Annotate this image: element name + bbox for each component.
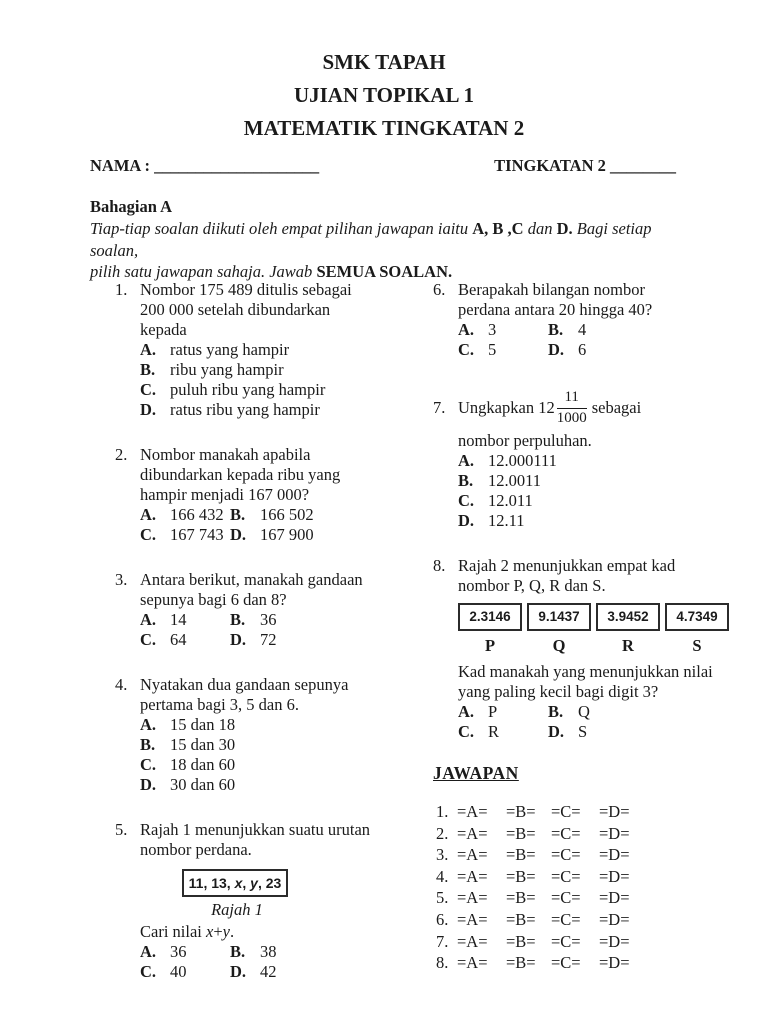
question-text-line: hampir menjadi 167 000? [140, 485, 310, 504]
question-number: 8. [433, 556, 446, 575]
option-label: D. [230, 962, 247, 981]
option-label: A. [140, 505, 157, 524]
answer-row-7 [436, 931, 735, 953]
option-label: B. [230, 942, 246, 961]
option-label: B. [548, 702, 564, 721]
option-label: A. [458, 320, 475, 339]
stem-var-x: x [205, 922, 214, 941]
answer-slot-d: =D= [599, 802, 630, 821]
question-number: 1. [115, 280, 128, 299]
option-d [230, 525, 433, 545]
option-label: A. [458, 702, 475, 721]
answer-slot-b: =B= [506, 888, 536, 908]
option-a [140, 340, 433, 360]
question-number: 7. [433, 398, 446, 417]
question-number: 6. [433, 280, 446, 299]
number-card-s: 4.7349 [665, 603, 729, 631]
section-a-intro [90, 195, 698, 283]
answer-row-number: 6. [436, 909, 449, 929]
answer-slot-d: =D= [599, 845, 630, 865]
option-c [140, 755, 433, 775]
answer-slot-a: =A= [457, 823, 488, 843]
rajah-1-figure-box [182, 869, 288, 897]
option-label: C. [140, 630, 157, 649]
option-text: 30 dan 60 [170, 775, 236, 794]
answer-slot-b: =B= [506, 909, 536, 929]
option-label: B. [140, 360, 156, 379]
answer-row-number: 3. [436, 845, 449, 865]
answer-grid [433, 801, 735, 974]
answer-slot-b: =B= [506, 845, 536, 865]
option-text: Q [578, 702, 590, 721]
option-b [230, 610, 433, 630]
figure-var-y: y [250, 875, 258, 891]
option-label: C. [140, 962, 157, 981]
option-text: 14 [170, 610, 187, 629]
option-text: S [578, 722, 588, 741]
number-card-p: 2.3146 [458, 603, 522, 631]
instr-part-bold: A, B ,C [472, 219, 524, 238]
name-row [90, 156, 676, 176]
fraction-11-over-1000 [557, 389, 587, 427]
option-text: 12.000111 [488, 451, 557, 470]
answer-row-4 [436, 866, 735, 888]
option-label: C. [140, 525, 157, 544]
answer-slot-c: =C= [551, 888, 581, 908]
option-text: ratus ribu yang hampir [170, 400, 320, 419]
option-text: 72 [260, 630, 277, 649]
option-label: D. [458, 511, 475, 530]
option-label: B. [140, 735, 156, 754]
option-label: D. [548, 722, 565, 741]
subject-name: MATEMATIK TINGKATAN 2 [243, 116, 525, 140]
answer-row-number: 8. [436, 953, 449, 973]
card-label-s: S [692, 636, 702, 655]
question-text-line: perdana antara 20 hingga 40? [458, 300, 653, 319]
rajah-1-caption: Rajah 1 [211, 900, 263, 919]
stem-text: + [213, 922, 223, 941]
option-label: D. [230, 525, 247, 544]
nama-field [90, 156, 319, 176]
question-text-line: 200 000 setelah dibundarkan [140, 300, 331, 319]
question-text-line: nombor P, Q, R dan S. [458, 576, 606, 595]
answer-row-number: 5. [436, 888, 449, 908]
answer-slot-c: =C= [551, 823, 581, 843]
option-a [458, 320, 548, 340]
option-text: ratus yang hampir [170, 340, 290, 359]
option-b [140, 735, 433, 755]
figure-text: , [242, 875, 251, 891]
instr-part: Bagi setiap soalan, [90, 219, 652, 260]
question-text-line: Nombor 175 489 ditulis sebagai [140, 280, 352, 299]
answer-slot-d: =D= [599, 866, 630, 886]
option-text: 42 [260, 962, 277, 981]
option-text: 64 [170, 630, 187, 649]
tingkatan-label: TINGKATAN 2 [494, 156, 606, 175]
question-text-line: Antara berikut, manakah gandaan [140, 570, 363, 589]
option-a [140, 942, 230, 962]
option-c [140, 630, 230, 650]
right-column [433, 280, 735, 974]
answer-row-number: 1. [436, 802, 449, 821]
option-c [140, 525, 230, 545]
answer-row-number: 7. [436, 931, 449, 951]
option-b [548, 320, 735, 340]
option-label: D. [140, 775, 157, 794]
option-d [548, 722, 735, 742]
fraction-denominator: 1000 [556, 409, 587, 426]
card-label-p: P [484, 636, 496, 655]
question-text-line: Berapakah bilangan nombor [458, 280, 645, 299]
nama-label: NAMA : [90, 156, 151, 175]
option-a [140, 610, 230, 630]
number-card-r: 3.9452 [596, 603, 660, 631]
option-a [458, 702, 548, 722]
stem-var-y: y [222, 922, 230, 941]
tingkatan-field [494, 156, 676, 176]
option-c [458, 340, 548, 360]
question-stem-line: yang paling kecil bagi digit 3? [458, 682, 659, 701]
school-name: SMK TAPAH [322, 50, 446, 74]
instr-part: Tiap-tiap soalan diikuti oleh empat pilihan jawapan iaitu [90, 219, 473, 238]
card-labels [458, 636, 735, 656]
option-d [140, 775, 433, 795]
figure-text: 11, 13, [188, 875, 235, 891]
question-4 [115, 675, 433, 795]
answer-slot-b: =B= [506, 866, 536, 886]
answer-row-number: 4. [436, 866, 449, 886]
answer-slot-d: =D= [599, 823, 630, 843]
option-text: 167 743 [170, 525, 224, 544]
option-b [140, 360, 433, 380]
figure-text: , 23 [257, 875, 282, 891]
answer-slot-d: =D= [599, 931, 630, 951]
question-text-line: Nombor manakah apabila [140, 445, 311, 464]
option-text: 12.0011 [488, 471, 542, 490]
question-2 [115, 445, 433, 545]
card-label-r: R [622, 636, 634, 655]
number-card-q: 9.1437 [527, 603, 591, 631]
answer-row-1 [436, 801, 735, 823]
instr-part: dan [523, 219, 557, 238]
option-text: 4 [578, 320, 587, 339]
stem-text: Cari nilai [140, 922, 206, 941]
option-text: 38 [260, 942, 277, 961]
question-number: 4. [115, 675, 128, 694]
option-label: D. [140, 400, 157, 419]
option-label: C. [140, 755, 157, 774]
answer-row-5 [436, 887, 735, 909]
option-text: 12.011 [488, 491, 533, 510]
answer-slot-a: =A= [457, 802, 488, 821]
question-6 [433, 280, 735, 360]
question-number: 3. [115, 570, 128, 589]
option-text: puluh ribu yang hampir [170, 380, 326, 399]
question-text-line: dibundarkan kepada ribu yang [140, 465, 341, 484]
stem-text: . [229, 922, 235, 941]
answer-row-number: 2. [436, 823, 449, 843]
option-a [140, 505, 230, 525]
question-text-line: nombor perpuluhan. [458, 431, 592, 450]
option-label: B. [230, 505, 246, 524]
question-text-line: sepunya bagi 6 dan 8? [140, 590, 287, 609]
option-d [140, 400, 433, 420]
jawapan-heading: JAWAPAN [433, 763, 519, 783]
option-text: 167 900 [260, 525, 314, 544]
section-a-title: Bahagian A [90, 197, 173, 216]
option-label: C. [458, 722, 475, 741]
exam-name: UJIAN TOPIKAL 1 [293, 83, 475, 107]
option-b [230, 505, 433, 525]
option-text: 3 [488, 320, 497, 339]
option-b [458, 471, 735, 491]
option-text: R [488, 722, 500, 741]
question-text-line: Nyatakan dua gandaan sepunya [140, 675, 349, 694]
answer-slot-d: =D= [599, 953, 630, 973]
question-3 [115, 570, 433, 650]
question-text-line: Rajah 1 menunjukkan suatu urutan [140, 820, 371, 839]
question-number: 2. [115, 445, 128, 464]
option-b [230, 942, 433, 962]
question-number: 5. [115, 820, 128, 839]
answer-slot-a: =A= [457, 909, 488, 929]
option-label: D. [548, 340, 565, 359]
stem-text: Ungkapkan 12 [458, 398, 555, 417]
left-column [115, 280, 433, 1007]
option-label: A. [140, 715, 157, 734]
option-c [140, 962, 230, 982]
option-text: 166 502 [260, 505, 314, 524]
option-text: 5 [488, 340, 497, 359]
option-label: A. [140, 340, 157, 359]
option-label: C. [458, 491, 475, 510]
stem-text: sebagai [591, 398, 642, 417]
answer-slot-c: =C= [551, 931, 581, 951]
option-text: 18 dan 60 [170, 755, 236, 774]
question-text-line: pertama bagi 3, 5 dan 6. [140, 695, 299, 714]
answer-slot-b: =B= [506, 823, 536, 843]
answer-slot-c: =C= [551, 866, 581, 886]
option-text: ribu yang hampir [170, 360, 284, 379]
answer-slot-d: =D= [599, 888, 630, 908]
question-text-line: nombor perdana. [140, 840, 252, 859]
question-stem [140, 922, 433, 942]
answer-row-3 [436, 844, 735, 866]
option-a [140, 715, 433, 735]
question-8 [433, 556, 735, 742]
option-label: D. [230, 630, 247, 649]
option-label: B. [548, 320, 564, 339]
card-label-q: Q [552, 636, 566, 655]
answer-slot-c: =C= [551, 802, 581, 821]
answer-slot-b: =B= [506, 953, 536, 973]
answer-slot-a: =A= [457, 931, 488, 951]
option-text: 15 dan 30 [170, 735, 236, 754]
instr-part-bold: D. [556, 219, 573, 238]
option-label: C. [458, 340, 475, 359]
option-b [548, 702, 735, 722]
question-5 [115, 820, 433, 982]
option-text: P [488, 702, 498, 721]
option-d [230, 630, 433, 650]
option-d [230, 962, 433, 982]
answer-slot-b: =B= [506, 802, 536, 821]
option-label: C. [140, 380, 157, 399]
option-label: A. [140, 610, 157, 629]
question-text-line: Rajah 2 menunjukkan empat kad [458, 556, 676, 575]
figure-var-x: x [234, 875, 243, 891]
fraction-numerator: 11 [557, 389, 587, 408]
exam-title [0, 0, 768, 145]
answer-slot-a: =A= [457, 866, 488, 886]
answer-slot-d: =D= [599, 909, 630, 929]
option-a [458, 451, 735, 471]
instr-part-bold: SEMUA SOALAN. [316, 262, 453, 281]
question-stem-line: Kad manakah yang menunjukkan nilai [458, 662, 713, 681]
answer-slot-a: =A= [457, 953, 488, 973]
option-label: A. [140, 942, 157, 961]
option-c [458, 491, 735, 511]
answer-slot-c: =C= [551, 953, 581, 973]
option-text: 40 [170, 962, 187, 981]
answer-row-8 [436, 952, 735, 974]
option-d [548, 340, 735, 360]
option-text: 36 [260, 610, 277, 629]
question-text-line: kepada [140, 320, 187, 339]
nama-blank-line: ____________________ [154, 156, 320, 175]
tingkatan-blank-line: ________ [610, 156, 676, 175]
answer-row-2 [436, 823, 735, 845]
option-text: 6 [578, 340, 587, 359]
option-text: 36 [170, 942, 187, 961]
instr-part: pilih satu jawapan sahaja. Jawab [90, 262, 317, 281]
option-text: 15 dan 18 [170, 715, 236, 734]
option-text: 12.11 [488, 511, 525, 530]
option-d [458, 511, 735, 531]
option-text: 166 432 [170, 505, 224, 524]
instruction-line-1 [90, 218, 698, 261]
question-1 [115, 280, 433, 420]
question-stem-with-fraction [458, 385, 735, 431]
question-7 [433, 385, 735, 531]
answer-slot-c: =C= [551, 909, 581, 929]
option-c [140, 380, 433, 400]
answer-row-6 [436, 909, 735, 931]
rajah-2-number-cards [458, 603, 735, 631]
answer-slot-b: =B= [506, 931, 536, 951]
option-c [458, 722, 548, 742]
option-label: B. [230, 610, 246, 629]
option-label: B. [458, 471, 474, 490]
answer-slot-c: =C= [551, 845, 581, 865]
answer-slot-a: =A= [457, 845, 488, 865]
answer-slot-a: =A= [457, 888, 488, 908]
option-label: A. [458, 451, 475, 470]
